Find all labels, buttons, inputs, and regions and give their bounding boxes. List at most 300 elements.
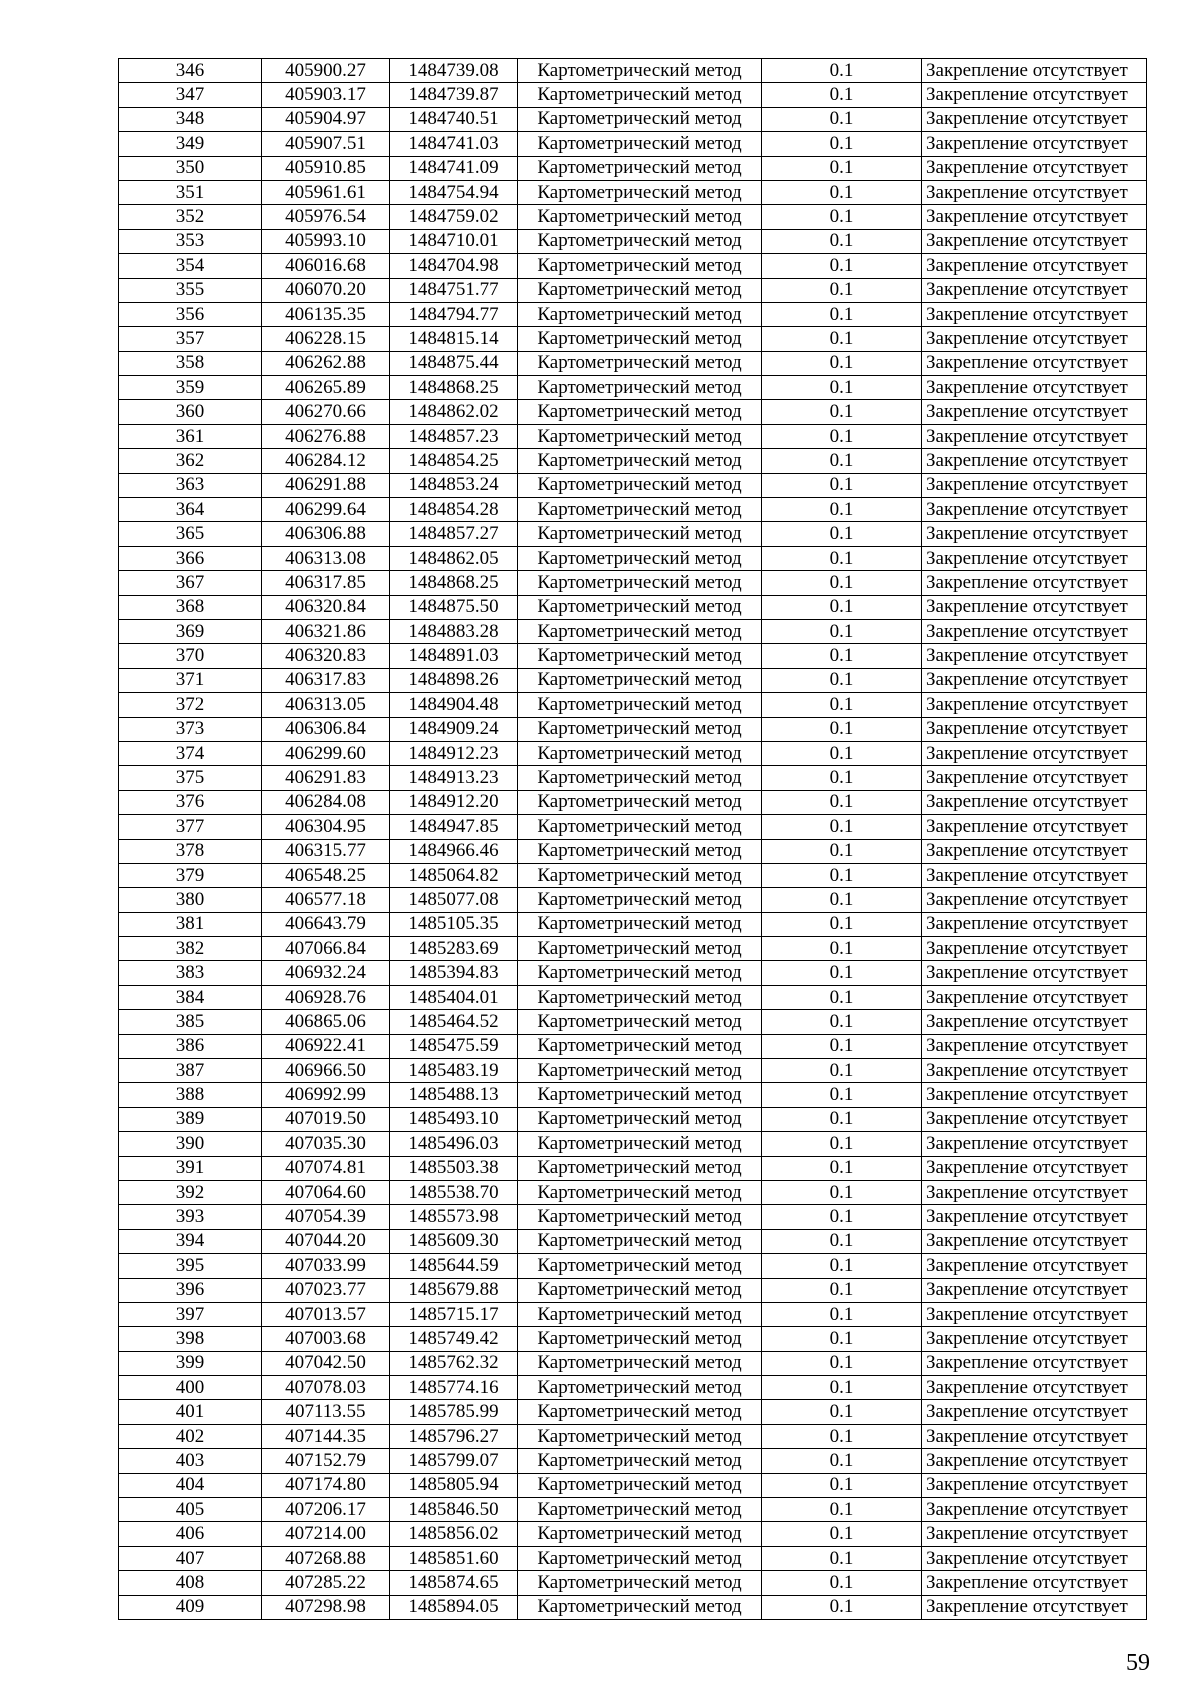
- point-number-cell: 408: [119, 1571, 262, 1595]
- point-number-cell: 374: [119, 741, 262, 765]
- table-row: [119, 254, 1147, 278]
- point-number-cell: 406: [119, 1522, 262, 1546]
- x-coordinate-cell: 406317.85: [262, 571, 390, 595]
- point-number-cell: 398: [119, 1327, 262, 1351]
- x-coordinate-cell: 407064.60: [262, 1180, 390, 1204]
- point-number-cell: 361: [119, 424, 262, 448]
- accuracy-cell: 0.1: [762, 1254, 922, 1278]
- y-coordinate-cell: 1484854.28: [390, 498, 518, 522]
- table-row: [119, 644, 1147, 668]
- y-coordinate-cell: 1485488.13: [390, 1083, 518, 1107]
- method-cell: Картометрический метод: [518, 1376, 762, 1400]
- fixation-cell: Закрепление отсутствует: [922, 1205, 1147, 1229]
- y-coordinate-cell: 1484912.20: [390, 790, 518, 814]
- table-row: [119, 888, 1147, 912]
- accuracy-cell: 0.1: [762, 912, 922, 936]
- accuracy-cell: 0.1: [762, 1156, 922, 1180]
- x-coordinate-cell: 406299.60: [262, 741, 390, 765]
- fixation-cell: Закрепление отсутствует: [922, 1449, 1147, 1473]
- x-coordinate-cell: 406928.76: [262, 985, 390, 1009]
- point-number-cell: 390: [119, 1132, 262, 1156]
- y-coordinate-cell: 1484898.26: [390, 668, 518, 692]
- y-coordinate-cell: 1485851.60: [390, 1546, 518, 1570]
- fixation-cell: Закрепление отсутствует: [922, 229, 1147, 253]
- accuracy-cell: 0.1: [762, 1059, 922, 1083]
- method-cell: Картометрический метод: [518, 1473, 762, 1497]
- table-row: [119, 863, 1147, 887]
- accuracy-cell: 0.1: [762, 522, 922, 546]
- table-row: [119, 985, 1147, 1009]
- method-cell: Картометрический метод: [518, 1132, 762, 1156]
- y-coordinate-cell: 1484868.25: [390, 376, 518, 400]
- method-cell: Картометрический метод: [518, 302, 762, 326]
- table-row: [119, 449, 1147, 473]
- method-cell: Картометрический метод: [518, 1522, 762, 1546]
- method-cell: Картометрический метод: [518, 717, 762, 741]
- method-cell: Картометрический метод: [518, 1156, 762, 1180]
- fixation-cell: Закрепление отсутствует: [922, 278, 1147, 302]
- x-coordinate-cell: 406966.50: [262, 1059, 390, 1083]
- fixation-cell: Закрепление отсутствует: [922, 693, 1147, 717]
- accuracy-cell: 0.1: [762, 229, 922, 253]
- method-cell: Картометрический метод: [518, 985, 762, 1009]
- method-cell: Картометрический метод: [518, 1205, 762, 1229]
- y-coordinate-cell: 1484751.77: [390, 278, 518, 302]
- table-row: [119, 717, 1147, 741]
- accuracy-cell: 0.1: [762, 1083, 922, 1107]
- method-cell: Картометрический метод: [518, 278, 762, 302]
- y-coordinate-cell: 1485874.65: [390, 1571, 518, 1595]
- x-coordinate-cell: 406306.88: [262, 522, 390, 546]
- accuracy-cell: 0.1: [762, 1424, 922, 1448]
- method-cell: Картометрический метод: [518, 1180, 762, 1204]
- fixation-cell: Закрепление отсутствует: [922, 1424, 1147, 1448]
- x-coordinate-cell: 407144.35: [262, 1424, 390, 1448]
- y-coordinate-cell: 1484739.87: [390, 83, 518, 107]
- method-cell: Картометрический метод: [518, 668, 762, 692]
- fixation-cell: Закрепление отсутствует: [922, 912, 1147, 936]
- fixation-cell: Закрепление отсутствует: [922, 449, 1147, 473]
- accuracy-cell: 0.1: [762, 1010, 922, 1034]
- accuracy-cell: 0.1: [762, 473, 922, 497]
- point-number-cell: 375: [119, 766, 262, 790]
- accuracy-cell: 0.1: [762, 1180, 922, 1204]
- method-cell: Картометрический метод: [518, 156, 762, 180]
- accuracy-cell: 0.1: [762, 59, 922, 83]
- table-row: [119, 815, 1147, 839]
- fixation-cell: Закрепление отсутствует: [922, 132, 1147, 156]
- accuracy-cell: 0.1: [762, 351, 922, 375]
- method-cell: Картометрический метод: [518, 1059, 762, 1083]
- accuracy-cell: 0.1: [762, 595, 922, 619]
- accuracy-cell: 0.1: [762, 571, 922, 595]
- y-coordinate-cell: 1485483.19: [390, 1059, 518, 1083]
- point-number-cell: 381: [119, 912, 262, 936]
- fixation-cell: Закрепление отсутствует: [922, 400, 1147, 424]
- table-row: [119, 619, 1147, 643]
- accuracy-cell: 0.1: [762, 1229, 922, 1253]
- point-number-cell: 372: [119, 693, 262, 717]
- point-number-cell: 363: [119, 473, 262, 497]
- method-cell: Картометрический метод: [518, 107, 762, 131]
- point-number-cell: 394: [119, 1229, 262, 1253]
- method-cell: Картометрический метод: [518, 400, 762, 424]
- y-coordinate-cell: 1484875.50: [390, 595, 518, 619]
- accuracy-cell: 0.1: [762, 863, 922, 887]
- accuracy-cell: 0.1: [762, 1132, 922, 1156]
- x-coordinate-cell: 405903.17: [262, 83, 390, 107]
- y-coordinate-cell: 1485538.70: [390, 1180, 518, 1204]
- fixation-cell: Закрепление отсутствует: [922, 1498, 1147, 1522]
- table-row: [119, 668, 1147, 692]
- x-coordinate-cell: 406315.77: [262, 839, 390, 863]
- point-number-cell: 347: [119, 83, 262, 107]
- x-coordinate-cell: 406548.25: [262, 863, 390, 887]
- table-row: [119, 1010, 1147, 1034]
- table-row: [119, 1498, 1147, 1522]
- fixation-cell: Закрепление отсутствует: [922, 473, 1147, 497]
- table-row: [119, 961, 1147, 985]
- x-coordinate-cell: 406313.08: [262, 546, 390, 570]
- fixation-cell: Закрепление отсутствует: [922, 1034, 1147, 1058]
- fixation-cell: Закрепление отсутствует: [922, 571, 1147, 595]
- table-row: [119, 424, 1147, 448]
- point-number-cell: 404: [119, 1473, 262, 1497]
- fixation-cell: Закрепление отсутствует: [922, 376, 1147, 400]
- method-cell: Картометрический метод: [518, 1498, 762, 1522]
- x-coordinate-cell: 405976.54: [262, 205, 390, 229]
- point-number-cell: 366: [119, 546, 262, 570]
- x-coordinate-cell: 407033.99: [262, 1254, 390, 1278]
- table-row: [119, 1132, 1147, 1156]
- x-coordinate-cell: 406992.99: [262, 1083, 390, 1107]
- method-cell: Картометрический метод: [518, 351, 762, 375]
- accuracy-cell: 0.1: [762, 400, 922, 424]
- table-row: [119, 205, 1147, 229]
- y-coordinate-cell: 1485774.16: [390, 1376, 518, 1400]
- fixation-cell: Закрепление отсутствует: [922, 351, 1147, 375]
- y-coordinate-cell: 1484966.46: [390, 839, 518, 863]
- y-coordinate-cell: 1484741.03: [390, 132, 518, 156]
- accuracy-cell: 0.1: [762, 888, 922, 912]
- y-coordinate-cell: 1484904.48: [390, 693, 518, 717]
- y-coordinate-cell: 1485404.01: [390, 985, 518, 1009]
- method-cell: Картометрический метод: [518, 1254, 762, 1278]
- table-row: [119, 937, 1147, 961]
- x-coordinate-cell: 407066.84: [262, 937, 390, 961]
- point-number-cell: 388: [119, 1083, 262, 1107]
- fixation-cell: Закрепление отсутствует: [922, 1059, 1147, 1083]
- y-coordinate-cell: 1484857.23: [390, 424, 518, 448]
- y-coordinate-cell: 1484710.01: [390, 229, 518, 253]
- coordinates-table: [118, 58, 1147, 1620]
- y-coordinate-cell: 1485105.35: [390, 912, 518, 936]
- accuracy-cell: 0.1: [762, 1546, 922, 1570]
- x-coordinate-cell: 406135.35: [262, 302, 390, 326]
- accuracy-cell: 0.1: [762, 1376, 922, 1400]
- table-row: [119, 1278, 1147, 1302]
- fixation-cell: Закрепление отсутствует: [922, 1546, 1147, 1570]
- point-number-cell: 403: [119, 1449, 262, 1473]
- table-row: [119, 473, 1147, 497]
- point-number-cell: 385: [119, 1010, 262, 1034]
- method-cell: Картометрический метод: [518, 59, 762, 83]
- y-coordinate-cell: 1484739.08: [390, 59, 518, 83]
- table-row: [119, 1546, 1147, 1570]
- x-coordinate-cell: 406291.88: [262, 473, 390, 497]
- method-cell: Картометрический метод: [518, 839, 762, 863]
- y-coordinate-cell: 1484891.03: [390, 644, 518, 668]
- x-coordinate-cell: 406320.84: [262, 595, 390, 619]
- table-row: [119, 1180, 1147, 1204]
- x-coordinate-cell: 407042.50: [262, 1351, 390, 1375]
- accuracy-cell: 0.1: [762, 1473, 922, 1497]
- x-coordinate-cell: 406577.18: [262, 888, 390, 912]
- y-coordinate-cell: 1484857.27: [390, 522, 518, 546]
- fixation-cell: Закрепление отсутствует: [922, 766, 1147, 790]
- y-coordinate-cell: 1485573.98: [390, 1205, 518, 1229]
- y-coordinate-cell: 1484704.98: [390, 254, 518, 278]
- method-cell: Картометрический метод: [518, 498, 762, 522]
- x-coordinate-cell: 406643.79: [262, 912, 390, 936]
- method-cell: Картометрический метод: [518, 132, 762, 156]
- accuracy-cell: 0.1: [762, 985, 922, 1009]
- table-row: [119, 498, 1147, 522]
- accuracy-cell: 0.1: [762, 156, 922, 180]
- accuracy-cell: 0.1: [762, 790, 922, 814]
- accuracy-cell: 0.1: [762, 1351, 922, 1375]
- fixation-cell: Закрепление отсутствует: [922, 498, 1147, 522]
- accuracy-cell: 0.1: [762, 1302, 922, 1326]
- table-row: [119, 1205, 1147, 1229]
- y-coordinate-cell: 1485749.42: [390, 1327, 518, 1351]
- table-row: [119, 400, 1147, 424]
- y-coordinate-cell: 1485846.50: [390, 1498, 518, 1522]
- point-number-cell: 346: [119, 59, 262, 83]
- method-cell: Картометрический метод: [518, 1229, 762, 1253]
- table-row: [119, 302, 1147, 326]
- fixation-cell: Закрепление отсутствует: [922, 1400, 1147, 1424]
- x-coordinate-cell: 407078.03: [262, 1376, 390, 1400]
- accuracy-cell: 0.1: [762, 1595, 922, 1619]
- point-number-cell: 358: [119, 351, 262, 375]
- x-coordinate-cell: 406304.95: [262, 815, 390, 839]
- fixation-cell: Закрепление отсутствует: [922, 1180, 1147, 1204]
- y-coordinate-cell: 1485762.32: [390, 1351, 518, 1375]
- table-row: [119, 571, 1147, 595]
- accuracy-cell: 0.1: [762, 937, 922, 961]
- point-number-cell: 349: [119, 132, 262, 156]
- y-coordinate-cell: 1485077.08: [390, 888, 518, 912]
- method-cell: Картометрический метод: [518, 619, 762, 643]
- y-coordinate-cell: 1484862.05: [390, 546, 518, 570]
- x-coordinate-cell: 405961.61: [262, 180, 390, 204]
- x-coordinate-cell: 406299.64: [262, 498, 390, 522]
- y-coordinate-cell: 1485503.38: [390, 1156, 518, 1180]
- x-coordinate-cell: 406313.05: [262, 693, 390, 717]
- method-cell: Картометрический метод: [518, 327, 762, 351]
- x-coordinate-cell: 406932.24: [262, 961, 390, 985]
- fixation-cell: Закрепление отсутствует: [922, 1376, 1147, 1400]
- table-row: [119, 351, 1147, 375]
- point-number-cell: 350: [119, 156, 262, 180]
- method-cell: Картометрический метод: [518, 693, 762, 717]
- accuracy-cell: 0.1: [762, 449, 922, 473]
- fixation-cell: Закрепление отсутствует: [922, 1327, 1147, 1351]
- fixation-cell: Закрепление отсутствует: [922, 254, 1147, 278]
- y-coordinate-cell: 1485064.82: [390, 863, 518, 887]
- x-coordinate-cell: 407035.30: [262, 1132, 390, 1156]
- x-coordinate-cell: 406016.68: [262, 254, 390, 278]
- table-row: [119, 229, 1147, 253]
- table-row: [119, 376, 1147, 400]
- accuracy-cell: 0.1: [762, 815, 922, 839]
- method-cell: Картометрический метод: [518, 473, 762, 497]
- x-coordinate-cell: 407152.79: [262, 1449, 390, 1473]
- x-coordinate-cell: 406270.66: [262, 400, 390, 424]
- x-coordinate-cell: 407044.20: [262, 1229, 390, 1253]
- point-number-cell: 373: [119, 717, 262, 741]
- fixation-cell: Закрепление отсутствует: [922, 180, 1147, 204]
- point-number-cell: 360: [119, 400, 262, 424]
- table-row: [119, 790, 1147, 814]
- table-row: [119, 1595, 1147, 1619]
- point-number-cell: 396: [119, 1278, 262, 1302]
- table-row: [119, 546, 1147, 570]
- point-number-cell: 400: [119, 1376, 262, 1400]
- fixation-cell: Закрепление отсутствует: [922, 619, 1147, 643]
- point-number-cell: 389: [119, 1107, 262, 1131]
- method-cell: Картометрический метод: [518, 1327, 762, 1351]
- method-cell: Картометрический метод: [518, 1546, 762, 1570]
- fixation-cell: Закрепление отсутствует: [922, 1278, 1147, 1302]
- x-coordinate-cell: 406276.88: [262, 424, 390, 448]
- fixation-cell: Закрепление отсутствует: [922, 961, 1147, 985]
- table-row: [119, 912, 1147, 936]
- table-row: [119, 595, 1147, 619]
- y-coordinate-cell: 1485785.99: [390, 1400, 518, 1424]
- point-number-cell: 368: [119, 595, 262, 619]
- x-coordinate-cell: 407113.55: [262, 1400, 390, 1424]
- fixation-cell: Закрепление отсутствует: [922, 888, 1147, 912]
- fixation-cell: Закрепление отсутствует: [922, 790, 1147, 814]
- table-row: [119, 107, 1147, 131]
- y-coordinate-cell: 1485679.88: [390, 1278, 518, 1302]
- y-coordinate-cell: 1484754.94: [390, 180, 518, 204]
- fixation-cell: Закрепление отсутствует: [922, 1351, 1147, 1375]
- method-cell: Картометрический метод: [518, 546, 762, 570]
- accuracy-cell: 0.1: [762, 1522, 922, 1546]
- fixation-cell: Закрепление отсутствует: [922, 1522, 1147, 1546]
- method-cell: Картометрический метод: [518, 424, 762, 448]
- x-coordinate-cell: 406284.08: [262, 790, 390, 814]
- accuracy-cell: 0.1: [762, 327, 922, 351]
- method-cell: Картометрический метод: [518, 741, 762, 765]
- method-cell: Картометрический метод: [518, 376, 762, 400]
- method-cell: Картометрический метод: [518, 595, 762, 619]
- method-cell: Картометрический метод: [518, 644, 762, 668]
- point-number-cell: 399: [119, 1351, 262, 1375]
- table-row: [119, 1522, 1147, 1546]
- x-coordinate-cell: 406284.12: [262, 449, 390, 473]
- fixation-cell: Закрепление отсутствует: [922, 327, 1147, 351]
- point-number-cell: 384: [119, 985, 262, 1009]
- point-number-cell: 407: [119, 1546, 262, 1570]
- x-coordinate-cell: 407206.17: [262, 1498, 390, 1522]
- table-row: [119, 1156, 1147, 1180]
- y-coordinate-cell: 1484875.44: [390, 351, 518, 375]
- method-cell: Картометрический метод: [518, 254, 762, 278]
- method-cell: Картометрический метод: [518, 1424, 762, 1448]
- point-number-cell: 379: [119, 863, 262, 887]
- accuracy-cell: 0.1: [762, 107, 922, 131]
- table-row: [119, 693, 1147, 717]
- point-number-cell: 383: [119, 961, 262, 985]
- point-number-cell: 355: [119, 278, 262, 302]
- x-coordinate-cell: 407013.57: [262, 1302, 390, 1326]
- fixation-cell: Закрепление отсутствует: [922, 1132, 1147, 1156]
- y-coordinate-cell: 1484909.24: [390, 717, 518, 741]
- coordinates-table-body: [119, 59, 1147, 1620]
- accuracy-cell: 0.1: [762, 302, 922, 326]
- y-coordinate-cell: 1485464.52: [390, 1010, 518, 1034]
- accuracy-cell: 0.1: [762, 1571, 922, 1595]
- fixation-cell: Закрепление отсутствует: [922, 302, 1147, 326]
- fixation-cell: Закрепление отсутствует: [922, 1107, 1147, 1131]
- y-coordinate-cell: 1484759.02: [390, 205, 518, 229]
- x-coordinate-cell: 407298.98: [262, 1595, 390, 1619]
- method-cell: Картометрический метод: [518, 449, 762, 473]
- method-cell: Картометрический метод: [518, 83, 762, 107]
- method-cell: Картометрический метод: [518, 571, 762, 595]
- y-coordinate-cell: 1484741.09: [390, 156, 518, 180]
- x-coordinate-cell: 407003.68: [262, 1327, 390, 1351]
- accuracy-cell: 0.1: [762, 83, 922, 107]
- page-number: 59: [1126, 1650, 1150, 1676]
- point-number-cell: 359: [119, 376, 262, 400]
- fixation-cell: Закрепление отсутствует: [922, 156, 1147, 180]
- method-cell: Картометрический метод: [518, 1400, 762, 1424]
- x-coordinate-cell: 406265.89: [262, 376, 390, 400]
- point-number-cell: 377: [119, 815, 262, 839]
- table-row: [119, 1229, 1147, 1253]
- table-row: [119, 1400, 1147, 1424]
- x-coordinate-cell: 406070.20: [262, 278, 390, 302]
- y-coordinate-cell: 1485496.03: [390, 1132, 518, 1156]
- accuracy-cell: 0.1: [762, 1449, 922, 1473]
- fixation-cell: Закрепление отсутствует: [922, 839, 1147, 863]
- accuracy-cell: 0.1: [762, 546, 922, 570]
- point-number-cell: 370: [119, 644, 262, 668]
- method-cell: Картометрический метод: [518, 522, 762, 546]
- method-cell: Картометрический метод: [518, 888, 762, 912]
- y-coordinate-cell: 1485475.59: [390, 1034, 518, 1058]
- fixation-cell: Закрепление отсутствует: [922, 1595, 1147, 1619]
- fixation-cell: Закрепление отсутствует: [922, 83, 1147, 107]
- x-coordinate-cell: 407074.81: [262, 1156, 390, 1180]
- x-coordinate-cell: 405904.97: [262, 107, 390, 131]
- fixation-cell: Закрепление отсутствует: [922, 985, 1147, 1009]
- accuracy-cell: 0.1: [762, 839, 922, 863]
- table-row: [119, 766, 1147, 790]
- method-cell: Картометрический метод: [518, 1034, 762, 1058]
- method-cell: Картометрический метод: [518, 1571, 762, 1595]
- point-number-cell: 382: [119, 937, 262, 961]
- table-row: [119, 1449, 1147, 1473]
- point-number-cell: 376: [119, 790, 262, 814]
- accuracy-cell: 0.1: [762, 1498, 922, 1522]
- method-cell: Картометрический метод: [518, 1595, 762, 1619]
